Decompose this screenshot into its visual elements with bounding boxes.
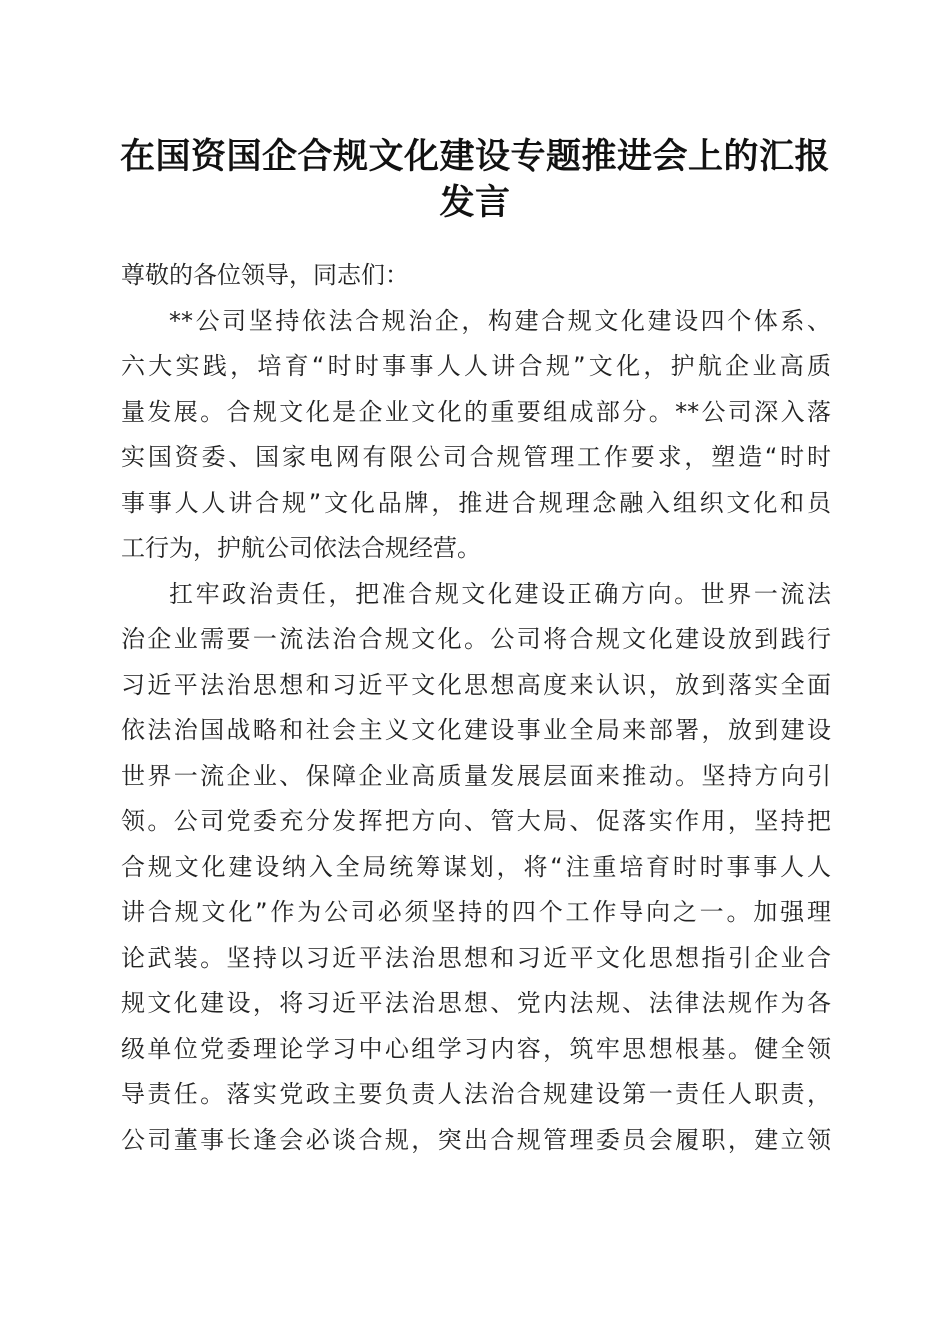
- paragraph-1: [121, 299, 831, 572]
- document-body: [121, 253, 831, 1163]
- paragraph-line: 领。公司党委充分发挥把方向、管大局、促落实作用，坚持把: [121, 807, 831, 835]
- paragraph-line: 实国资委、国家电网有限公司合规管理工作要求，塑造“时时: [121, 443, 831, 471]
- document-title: [110, 134, 840, 226]
- paragraph-line: 合规文化建设纳入全局统筹谋划，将“注重培育时时事事人人: [121, 852, 831, 881]
- paragraph-line: 讲合规文化”作为公司必须坚持的四个工作导向之一。加强理: [121, 898, 831, 926]
- paragraph-line: 规文化建设，将习近平法治思想、党内法规、法律法规作为各: [121, 989, 831, 1017]
- salutation: 尊敬的各位领导，同志们：: [121, 261, 409, 289]
- paragraph-line: 六大实践，培育“时时事事人人讲合规”文化，护航企业高质: [121, 352, 831, 380]
- paragraph-2: [121, 572, 831, 1164]
- paragraph-line: 工行为，护航公司依法合规经营。: [121, 534, 481, 562]
- paragraph-line: 世界一流企业、保障企业高质量发展层面来推动。坚持方向引: [121, 761, 831, 790]
- paragraph-line: **公司坚持依法合规治企，构建合规文化建设四个体系、: [169, 306, 831, 335]
- paragraph-line: 事事人人讲合规”文化品牌，推进合规理念融入组织文化和员: [121, 488, 831, 517]
- title-line: 发言: [439, 182, 511, 223]
- paragraph-line: 习近平法治思想和习近平文化思想高度来认识，放到落实全面: [121, 670, 831, 699]
- paragraph-line: 公司董事长逢会必谈合规，突出合规管理委员会履职，建立领: [121, 1125, 831, 1154]
- paragraph-line: 论武装。坚持以习近平法治思想和习近平文化思想指引企业合: [121, 943, 831, 972]
- paragraph-line: 依法治国战略和社会主义文化建设事业全局来部署，放到建设: [121, 716, 831, 744]
- paragraph-line: 治企业需要一流法治合规文化。公司将合规文化建设放到践行: [121, 625, 831, 653]
- title-line: 在国资国企合规文化建设专题推进会上的汇报: [119, 136, 830, 177]
- paragraph-line: 导责任。落实党政主要负责人法治合规建设第一责任人职责，: [121, 1080, 831, 1108]
- paragraph-line: 扛牢政治责任，把准合规文化建设正确方向。世界一流法: [169, 579, 831, 608]
- paragraph-line: 量发展。合规文化是企业文化的重要组成部分。**公司深入落: [121, 397, 831, 426]
- paragraph-line: 级单位党委理论学习中心组学习内容，筑牢思想根基。健全领: [121, 1034, 831, 1063]
